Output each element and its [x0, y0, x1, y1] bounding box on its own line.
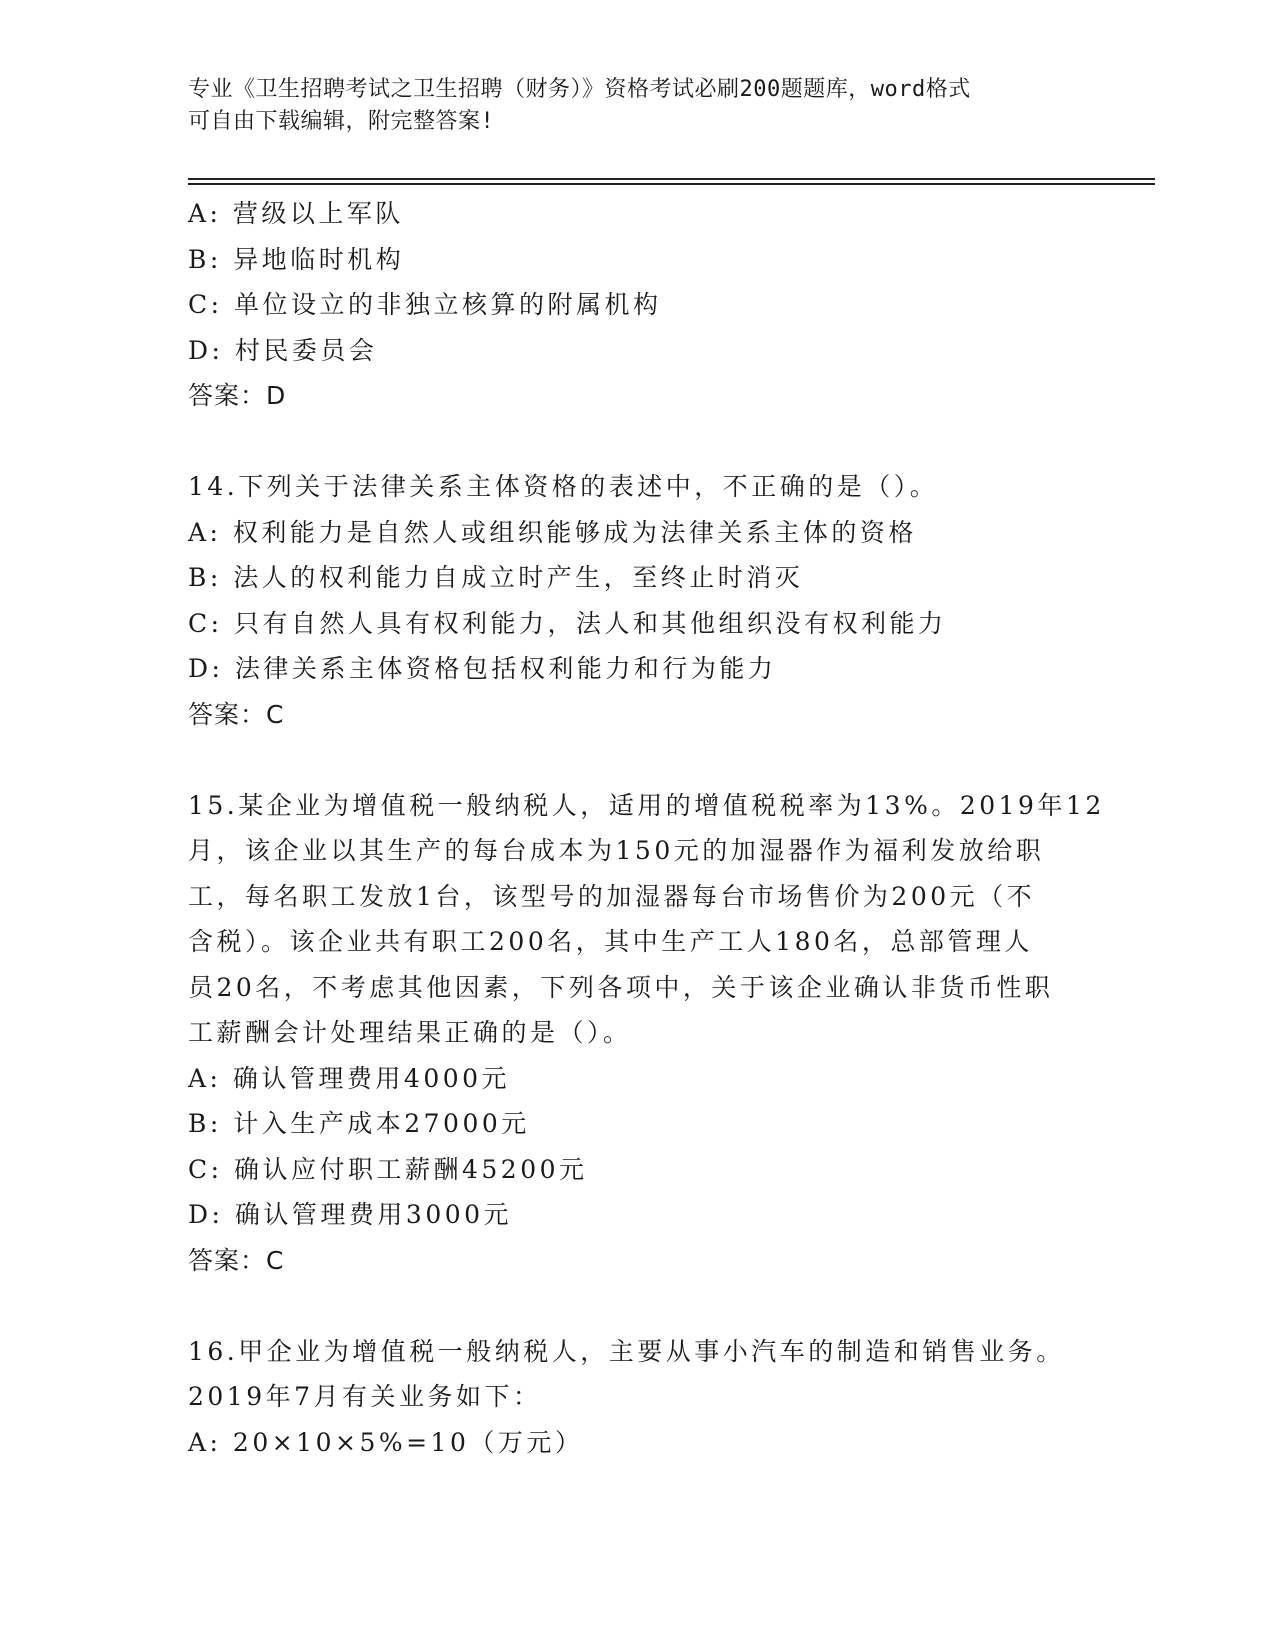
q13-answer: 答案：D	[188, 381, 287, 410]
question-16	[188, 1329, 1088, 1466]
header-divider-bottom	[188, 183, 1155, 185]
q14-option-b: B: 法人的权利能力自成立时产生，至终止时消灭	[188, 563, 804, 592]
q14-option-c: C: 只有自然人具有权利能力，法人和其他组织没有权利能力	[188, 608, 947, 638]
q15-question-line: 工薪酬会计处理结果正确的是（）。	[188, 1018, 632, 1047]
q15-question-line: 工，每名职工发放1台，该型号的加湿器每台市场售价为200元（不	[188, 881, 1036, 911]
q15-option-d: D: 确认管理费用3000元	[188, 1200, 513, 1229]
question-14	[188, 464, 1088, 737]
q15-option-a: A: 确认管理费用4000元	[188, 1063, 511, 1093]
q14-answer: 答案：C	[188, 699, 285, 729]
header-subtitle-line: 可自由下载编辑，附完整答案!	[188, 109, 495, 134]
spacer	[188, 1283, 1088, 1329]
spacer	[188, 737, 1088, 783]
q13-option-b: B: 异地临时机构	[188, 244, 405, 274]
question-15	[188, 783, 1105, 1284]
q16-option-a: A: 20×10×5%=10（万元）	[188, 1427, 584, 1457]
header-divider-top	[188, 178, 1155, 180]
header-title-line: 专业《卫生招聘考试之卫生招聘（财务）》资格考试必刷200题题库，word格式	[188, 77, 971, 102]
question-list	[188, 191, 1105, 1465]
spacer	[188, 419, 1088, 465]
q13-option-d: D: 村民委员会	[188, 335, 378, 365]
q13-option-a: A: 营级以上军队	[188, 199, 404, 228]
q14-option-d: D: 法律关系主体资格包括权利能力和行为能力	[188, 654, 777, 683]
q15-question-line: 15.某企业为增值税一般纳税人，适用的增值税税率为13%。2019年12	[188, 790, 1105, 820]
question-13	[188, 191, 1088, 419]
document-header	[188, 74, 1068, 138]
q15-question-line: 月，该企业以其生产的每台成本为150元的加湿器作为福利发放给职	[188, 836, 1045, 865]
q13-option-c: C: 单位设立的非独立核算的附属机构	[188, 290, 662, 319]
q14-option-a: A: 权利能力是自然人或组织能够成为法律关系主体的资格	[188, 517, 917, 547]
q14-question: 14.下列关于法律关系主体资格的表述中，不正确的是（）。	[188, 472, 939, 501]
q15-option-c: C: 确认应付职工薪酬45200元	[188, 1154, 588, 1184]
q15-question-line: 员20名，不考虑其他因素，下列各项中，关于该企业确认非货币性职	[188, 972, 1054, 1002]
q15-option-b: B: 计入生产成本27000元	[188, 1109, 530, 1138]
q15-answer: 答案：C	[188, 1245, 285, 1275]
q15-question-line: 含税）。该企业共有职工200名，其中生产工人180名，总部管理人	[188, 927, 1033, 956]
q16-question-line: 16.甲企业为增值税一般纳税人，主要从事小汽车的制造和销售业务。	[188, 1336, 1065, 1366]
q16-question-line: 2019年7月有关业务如下：	[188, 1382, 542, 1411]
